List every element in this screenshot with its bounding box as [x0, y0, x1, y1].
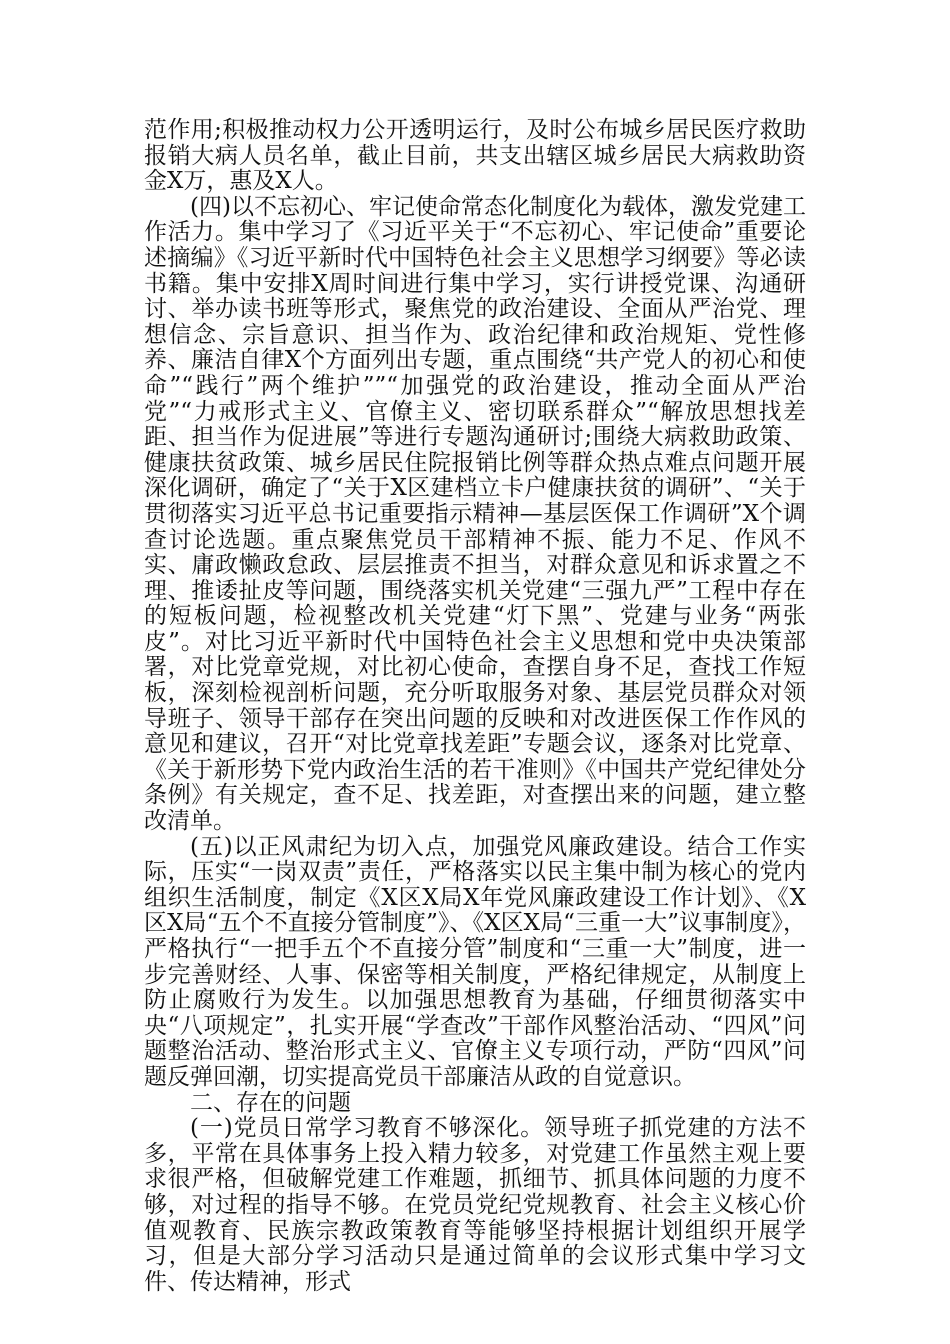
paragraph-section-five: (五)以正风肃纪为切入点，加强党风廉政建设。结合工作实际，压实“一岗双责”责任，严格落实以民主集中制为核心的党内组织生活制度，制定《X区X局X年党风廉政建设工作计划》、《X区X局“五个不直接分管制度”》、《X区X局“三重一大”议事制度》，严格执行“一把手五个不直接分管”制度和“三重一大”制度，进一步完善财经、人事、保密等相关制度，严格纪律规定，从制度上防止腐败行为发生。以加强思想教育为基础，仔细贯彻落实中央“八项规定”，扎实开展“学查改”干部作风整治活动、“四风”问题整治活动、整治形式主义、官僚主义专项行动，严防“四风”问题反弹回潮，切实提高党员干部廉洁从政的自觉意识。 [144, 833, 806, 1090]
paragraph-continuation: 范作用;积极推动权力公开透明运行，及时公布城乡居民医疗救助报销大病人员名单，截止目前，共支出辖区城乡居民大病救助资金X万，惠及X人。 [144, 117, 806, 195]
document-body [144, 118, 806, 1295]
paragraph-section-four: (四)以不忘初心、牢记使命常态化制度化为载体，激发党建工作活力。集中学习了《习近平关于“不忘初心、牢记使命”重要论述摘编》《习近平新时代中国特色社会主义思想学习纲要》等必读书籍。集中安排X周时间进行集中学习，实行讲授党课、沟通研讨、举办读书班等形式，聚焦党的政治建设、全面从严治党、理想信念、宗旨意识、担当作为、政治纪律和政治规矩、党性修养、廉洁自律X个方面列出专题，重点围绕“共产党人的初心和使命”“践行”两个维护””“加强党的政治建设，推动全面从严治党”“力戒形式主义、官僚主义、密切联系群众”“解放思想找差距、担当作为促进展”等进行专题沟通研讨;围绕大病救助政策、健康扶贫政策、城乡居民住院报销比例等群众热点难点问题开展深化调研，确定了“关于X区建档立卡户健康扶贫的调研”、“关于贯彻落实习近平总书记重要指示精神—基层医保工作调研”X个调查讨论选题。重点聚焦党员干部精神不振、能力不足、作风不实、庸政懒政怠政、层层推责不担当，对群众意见和诉求置之不理、推诿扯皮等问题，围绕落实机关党建“三强九严”工程中存在的短板问题，检视整改机关党建“灯下黑”、党建与业务“两张皮”。对比习近平新时代中国特色社会主义思想和党中央决策部署，对比党章党规，对比初心使命，查摆自身不足，查找工作短板，深刻检视剖析问题，充分听取服务对象、基层党员群众对领导班子、领导干部存在突出问题的反映和对改进医保工作作风的意见和建议，召开“对比党章找差距”专题会议，逐条对比党章、《关于新形势下党内政治生活的若干准则》《中国共产党纪律处分条例》有关规定，查不足、找差距，对查摆出来的问题，建立整改清单。 [144, 193, 806, 835]
section-heading-problems: 二、存在的问题 [190, 1089, 351, 1116]
paragraph-problem-one: (一)党员日常学习教育不够深化。领导班子抓党建的方法不多，平常在具体事务上投入精力较多，对党建工作虽然主观上要求很严格，但破解党建工作难题，抓细节、抓具体问题的力度不够，对过程的指导不够。在党员党纪党规教育、社会主义核心价值观教育、民族宗教政策教育等能够坚持根据计划组织开展学习，但是大部分学习活动只是通过简单的会议形式集中学习文件、传达精神，形式 [144, 1115, 806, 1295]
